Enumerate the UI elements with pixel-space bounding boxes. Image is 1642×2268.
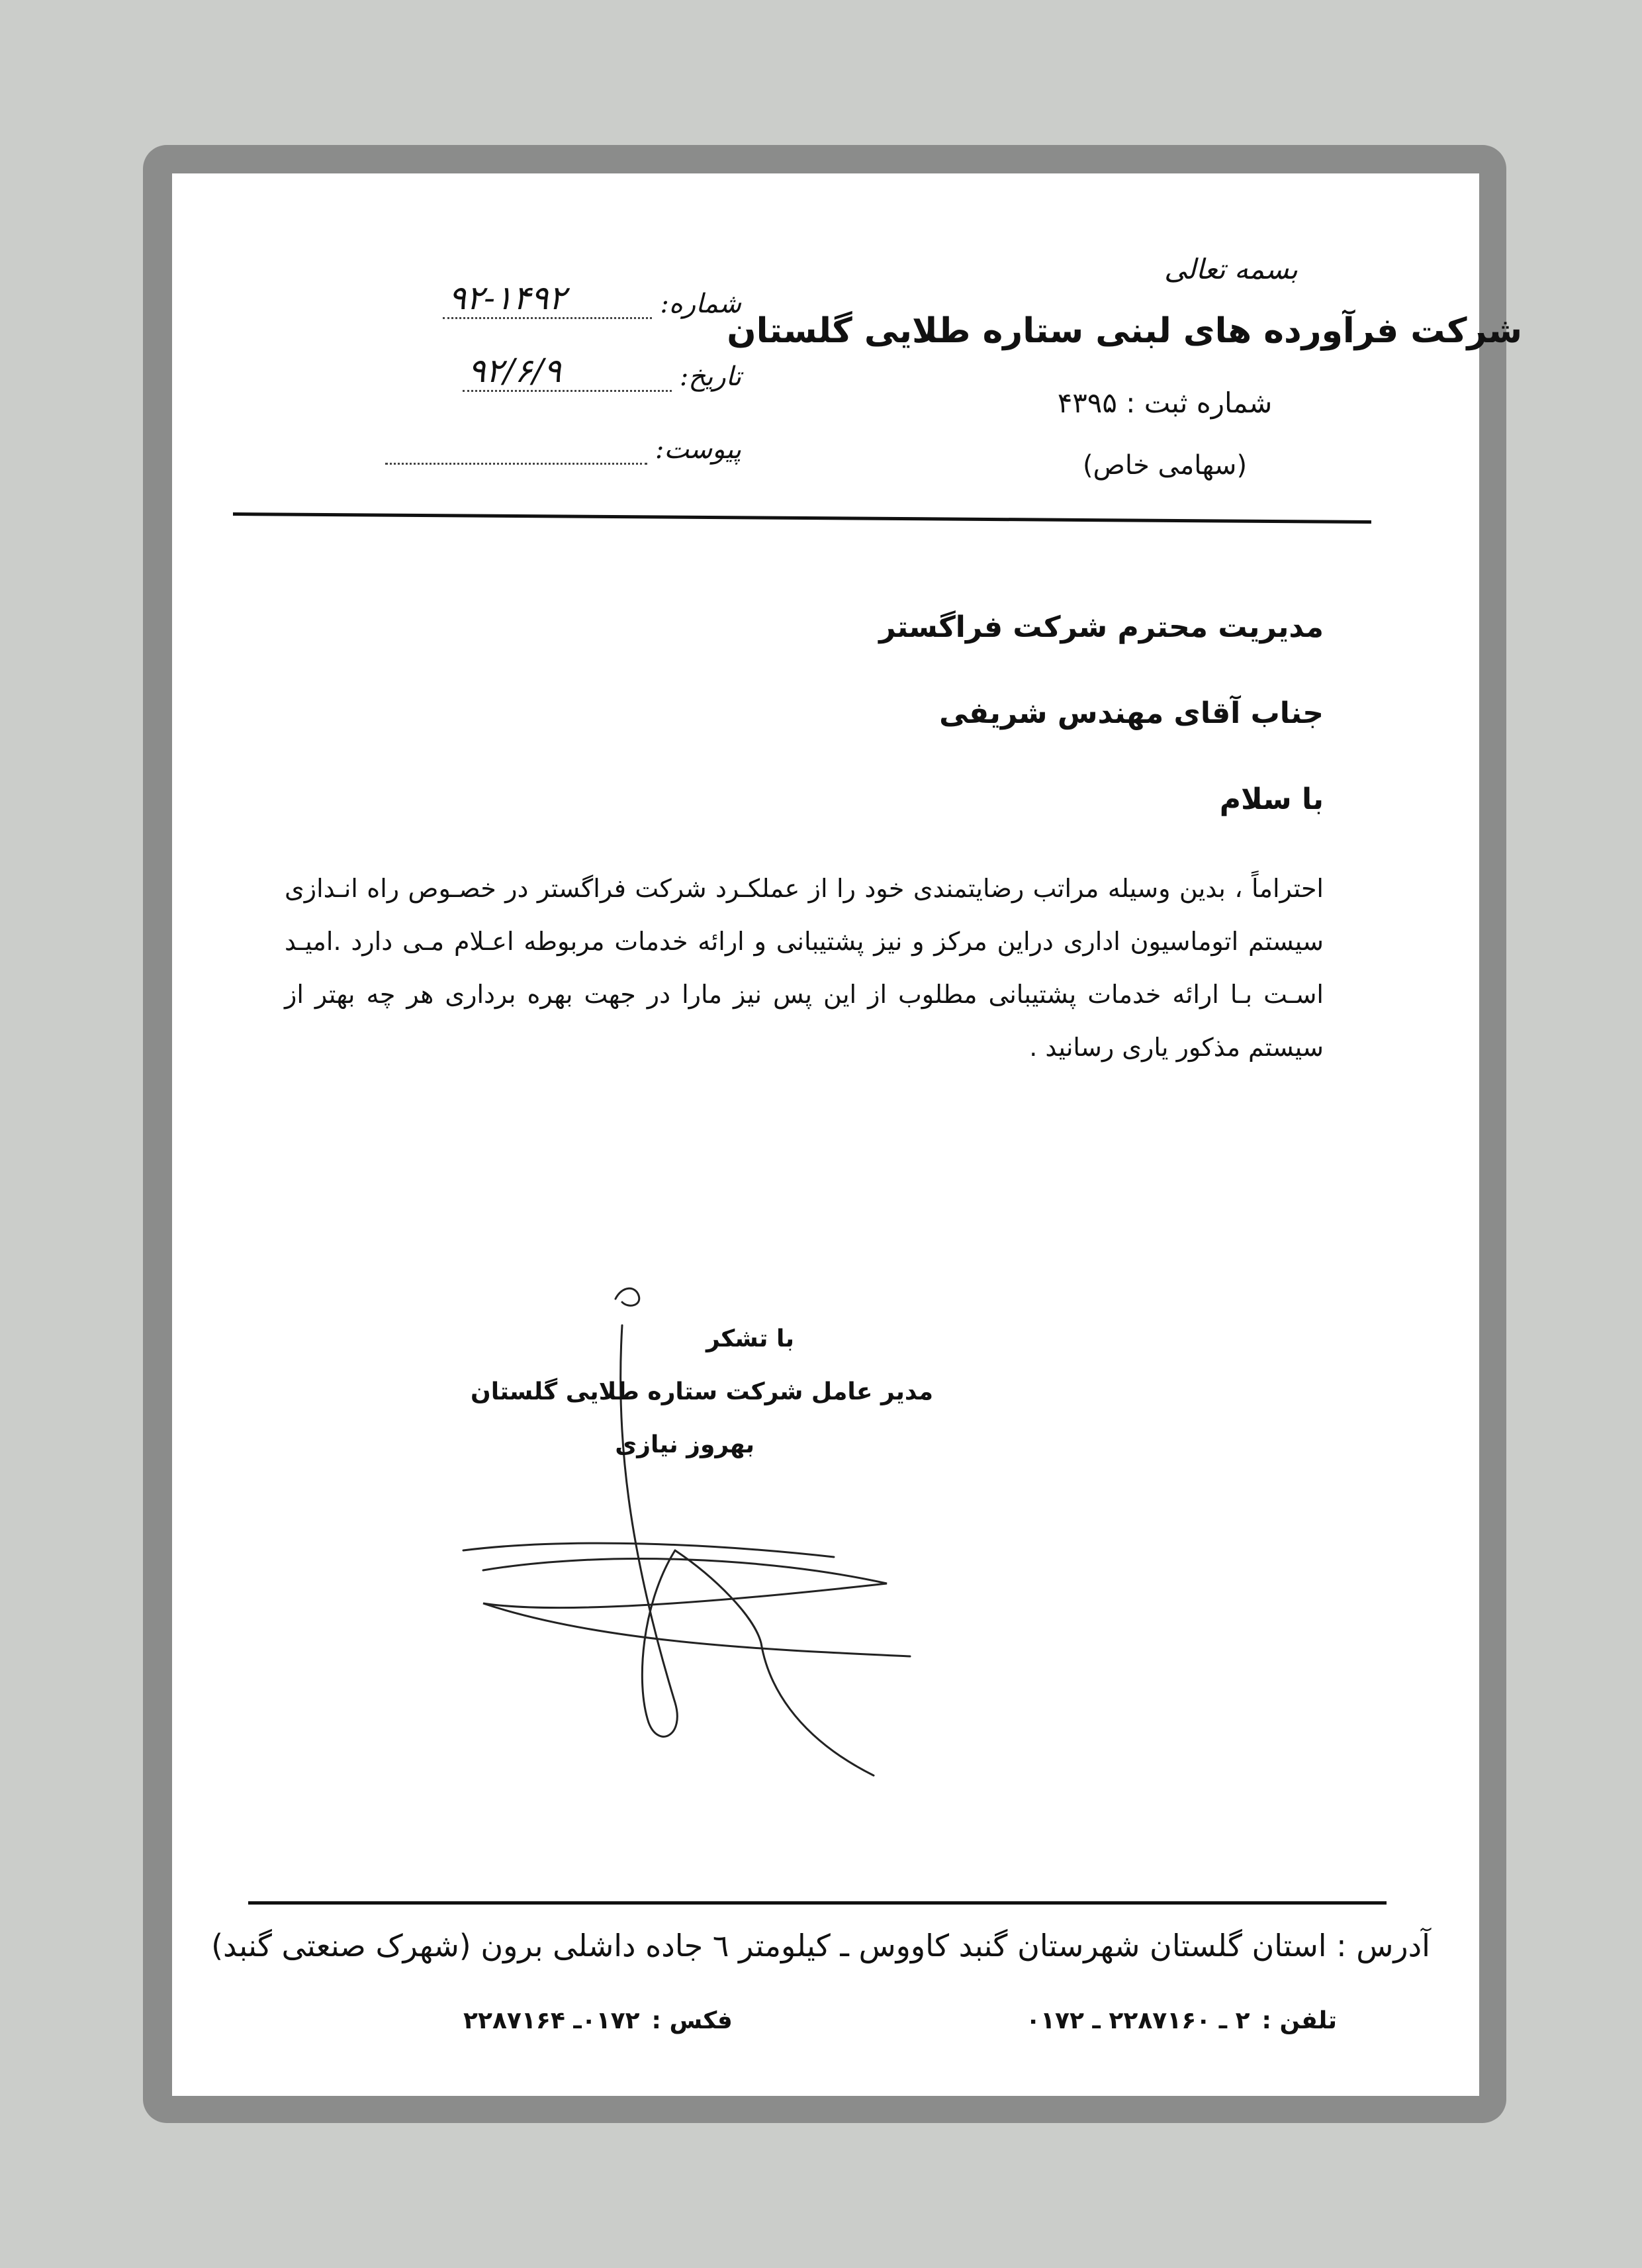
fax-value: ۰۱۷۲ـ ۲۲۸۷۱۶۴ [463,2007,640,2034]
greeting: با سلام [1219,782,1324,816]
letter-page [172,173,1522,2096]
signer-title: مدیر عامل شرکت ستاره طلایی گلستان [470,1378,933,1405]
signer-name: بهروز نیازی [615,1431,754,1458]
company-type: (سهامی خاص) [1082,450,1248,481]
closing-thanks: با تشکر [706,1325,794,1352]
phone-label: تلفن : [1261,2007,1337,2034]
registration-number: شماره ثبت : ۴۳۹۵ [1057,387,1273,419]
bismillah: بسمه تعالی [1164,253,1298,285]
recipient-person: جناب آقای مهندس شریفی [939,696,1324,730]
letter-date-label: تاریخ: [679,361,741,392]
letter-date-value: ۹۲/۶/۹ [463,352,672,392]
fax-label: فکس : [651,2007,733,2034]
letter-body: احتراماً ، بدین وسیله مراتب رضایتمندی خود را از عملکـرد شرکت فراگستر در خصـوص راه انـدازی سیستم اتوماسیون اداری دراین مرکز و نیز پشتیبانی و ارائه خدمات مربوطه اعـلام مـی دارد .امیـد اسـت بـا ارائه خدمات پشتیبانی مطلوب از این پس نیز مارا در جهت بهره برداری هر چه بهتر از سیستم مذکور یاری رسانید . [285,874,1324,1062]
letter-number-label: شماره: [660,289,741,319]
company-name: شرکت فرآورده های لبنی ستاره طلایی گلستان [727,311,1522,351]
attachment-label: پیوست: [655,434,741,465]
recipient-organization: مدیریت محترم شرکت فراگستر [879,610,1324,644]
attachment-value [385,463,647,465]
attachment-field [278,418,741,465]
letter-number-field [278,273,741,319]
footer-divider [248,1901,1387,1905]
footer-address: آدرس : استان گلستان شهرستان گنبد کاووس ـ کیلومتر ٦ جاده داشلی برون (شهرک صنعتی گنبد) [211,1928,1430,1963]
footer-contacts [463,2007,1337,2047]
header-divider [233,512,1371,524]
letter-date-field [278,346,741,392]
fax-group [463,2007,733,2047]
phone-value: ۲ ـ ۲۲۸۷۱۶۰ ـ ۰۱۷۲ [1026,2007,1250,2034]
letter-number-value: ۹۲-۱۴۹۲ [443,279,652,319]
phone-group [1026,2007,1337,2047]
